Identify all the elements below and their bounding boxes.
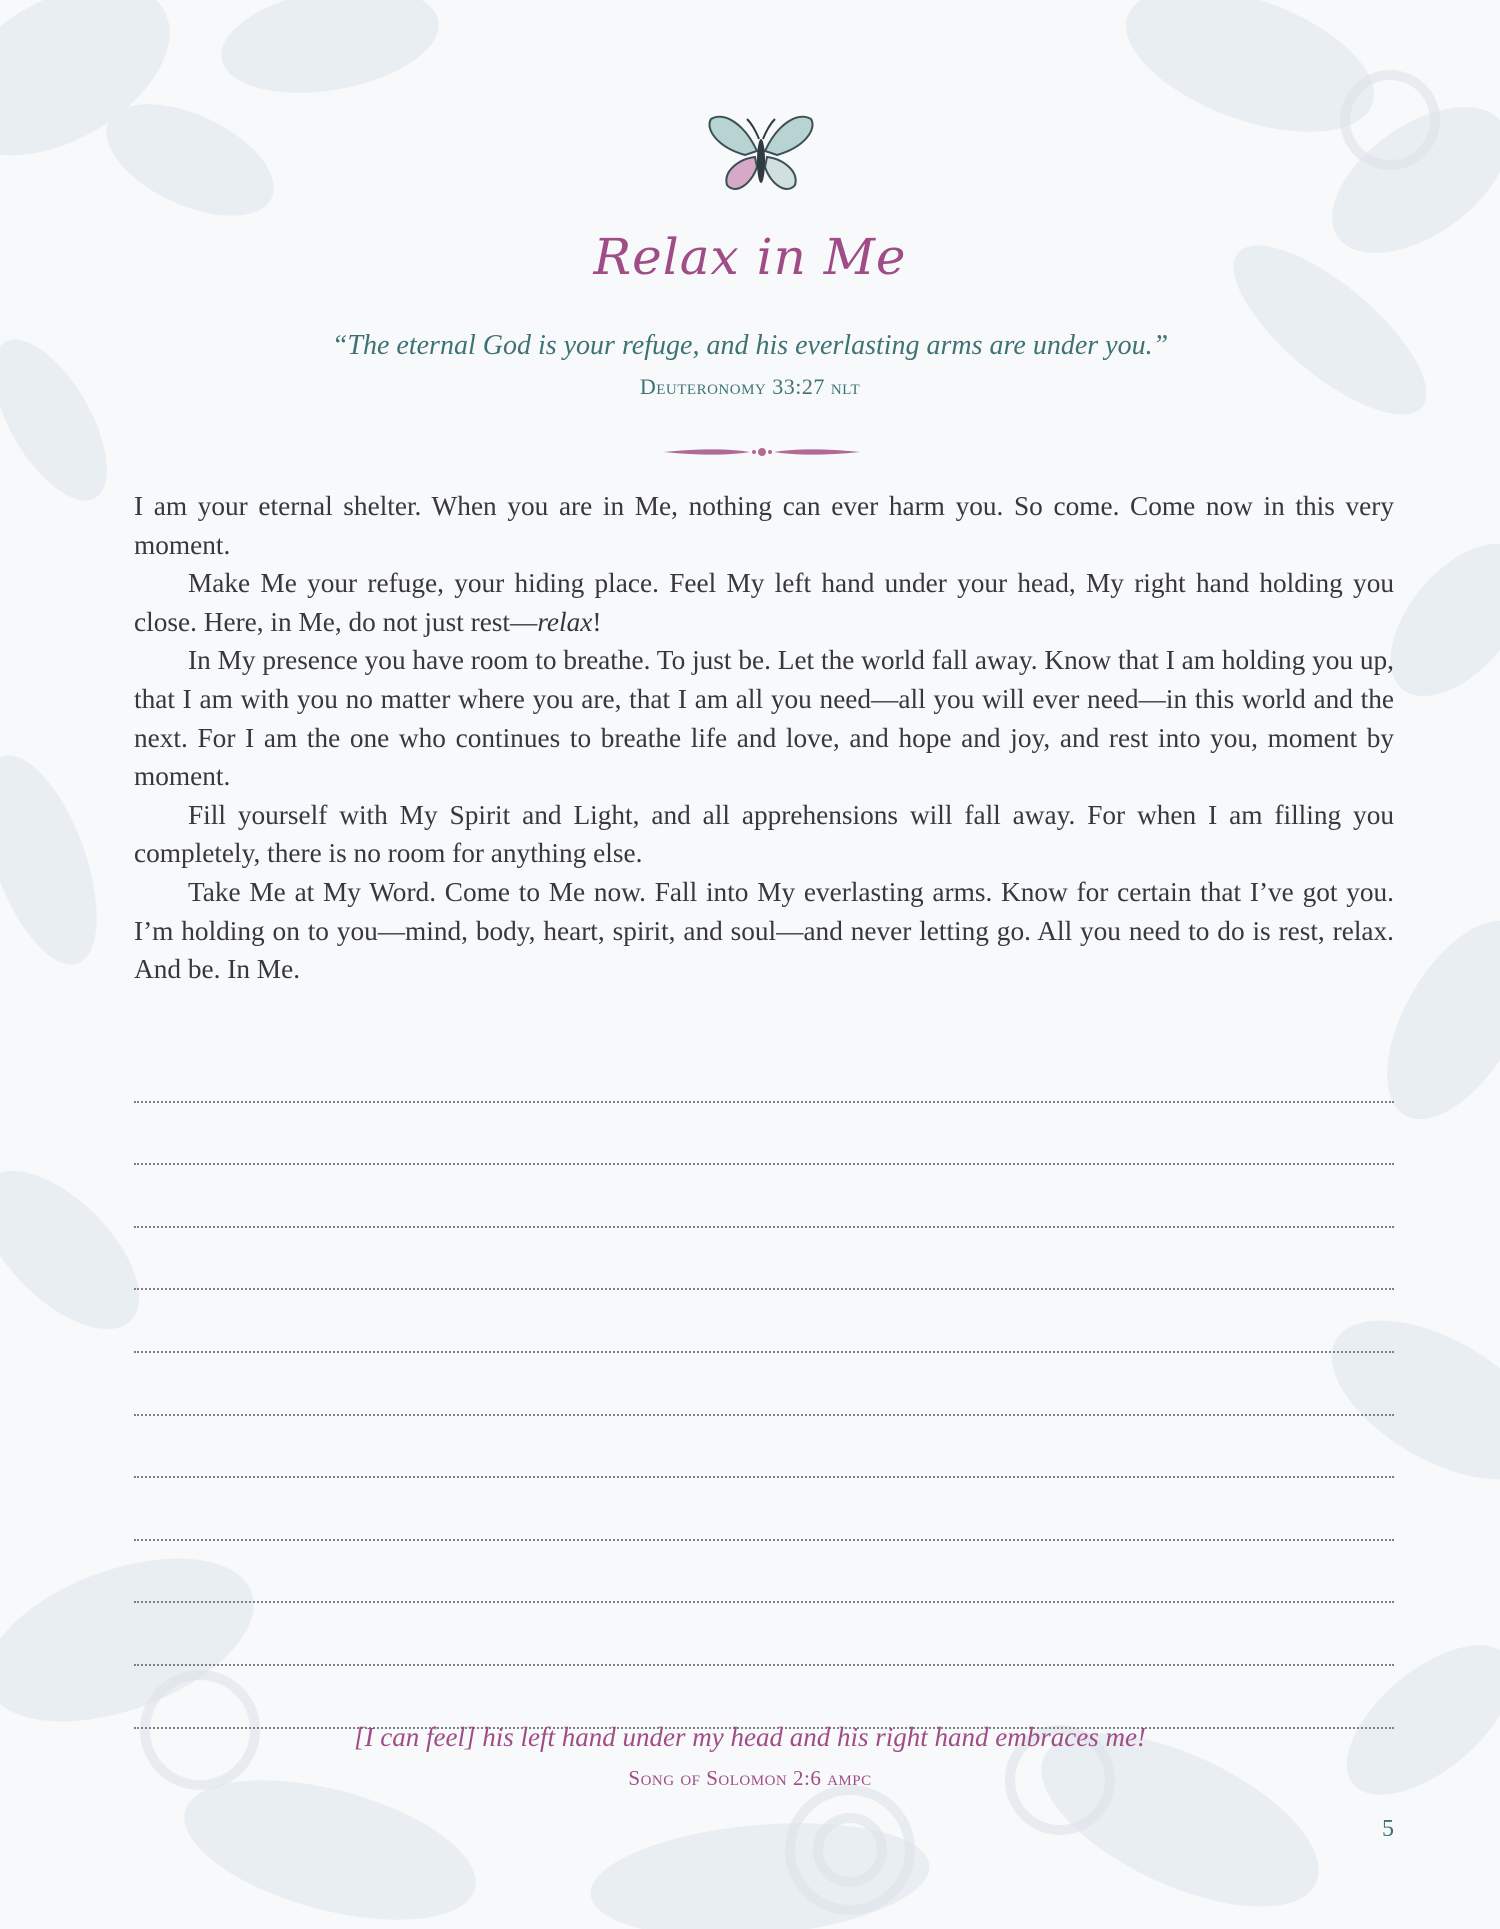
epigraph-quote: “The eternal God is your refuge, and his everlasting arms are under you.” [331, 330, 1169, 361]
emphasis-word: relax [537, 606, 593, 637]
paragraph: I am your eternal shelter. When you are in Me, nothing can ever harm you. So come. Come now in this very moment. [134, 491, 1394, 560]
closing-quote: [I can feel] his left hand under my head and his right hand embraces me! [354, 1722, 1146, 1752]
closing-reference: Song of Solomon 2:6 ampc [628, 1766, 872, 1790]
devotional-body [134, 487, 1394, 989]
journal-line[interactable] [134, 1416, 1394, 1479]
paragraph: Fill yourself with My Spirit and Light, and all apprehensions will fall away. For when I am filling you completely, there is no room for anything else. [134, 799, 1394, 869]
journal-line[interactable] [134, 1103, 1394, 1166]
journal-line[interactable] [134, 1040, 1394, 1103]
epigraph-reference: Deuteronomy 33:27 nlt [639, 374, 861, 399]
butterfly-icon [705, 105, 817, 203]
journal-line[interactable] [134, 1165, 1394, 1228]
paragraph [134, 564, 1394, 641]
journal-line[interactable] [134, 1666, 1394, 1729]
paragraph: In My presence you have room to breathe. To just be. Let the world fall away. Know that I am holding you up, that I am with you no matter where you are, that I am all you need—all you will ever need—in this world and the next. For I am the one who continues to breathe life and love, and hope and joy, and rest into you, moment by moment. [134, 645, 1394, 792]
journal-line[interactable] [134, 1228, 1394, 1291]
journal-line[interactable] [134, 1290, 1394, 1353]
journal-line[interactable] [134, 1478, 1394, 1541]
page-title: Relax in Me [593, 228, 907, 286]
paragraph-text: ! [592, 606, 602, 637]
journal-line[interactable] [134, 1541, 1394, 1604]
paragraph: Take Me at My Word. Come to Me now. Fall into My everlasting arms. Know for certain that I’ve got you. I’m holding on to you—mind, body, heart, spirit, and soul—and never letting go. All you need to do is rest, relax. And be. In Me. [134, 876, 1394, 985]
journal-line[interactable] [134, 1353, 1394, 1416]
journal-writing-lines[interactable] [134, 1040, 1394, 1729]
flourish-divider-icon [662, 444, 862, 460]
paragraph-text: Make Me your refuge, your hiding place. Feel My left hand under your head, My right hand holding you close. Here, in Me, do not just rest— [134, 568, 1394, 637]
journal-line[interactable] [134, 1603, 1394, 1666]
page-number: 5 [1382, 1816, 1394, 1842]
